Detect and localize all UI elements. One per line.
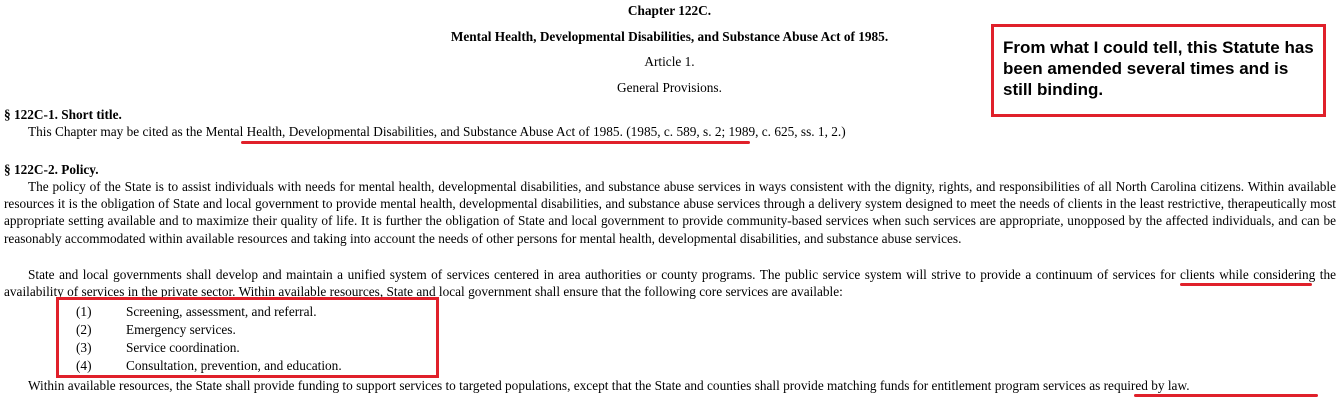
act-name-highlight: Mental Health, Developmental Disabilities, and Substance Abuse Act of 1985.: [205, 124, 623, 139]
section-2-heading: § 122C-2. Policy.: [4, 162, 99, 177]
policy-paragraph-1-text: The policy of the State is to assist individuals with needs for mental health, developmental disabilities, and substance abuse services in ways consistent with the dignity, rights, and responsibilities of all North Carolina citizens. Within available resources it is the obligation of State and local government to provide mental health, developmental disabilities, and substance abuse services through a delivery system designed to meet the needs of clients in the least restrictive, therapeutically most appropriate setting available and to maximize their quality of life. It is further the obligation of State and local government to provide community-based services when such services are appropriate, unopposed by the affected individuals, and can be reasonably accommodated within available resources and taking into account the needs of other persons for mental health, developmental disabilities, and substance abuse services.: [4, 179, 1336, 246]
core-service-item: (4) Consultation, prevention, and education.: [76, 358, 342, 373]
underline-act-name: [241, 141, 750, 144]
policy-paragraph-3: [4, 377, 1336, 394]
para2-lead: State and local governments shall develop and maintain a unified system of services centered in area authorities or county programs. The public service system will strive to: [28, 267, 981, 282]
chapter-title: Chapter 122C.: [627, 3, 712, 18]
para2-tail: of services for clients while considering the availability of services in the private sector. Within available resources, State and local government shall ensure that the following core services are available:: [4, 267, 1336, 300]
underline-provide-continuum: [1180, 283, 1312, 286]
policy-paragraph-2: [4, 266, 1336, 300]
entitlement-highlight: entitlement program services: [931, 378, 1086, 393]
annotation-callout: From what I could tell, this Statute has been amended several times and is still binding.: [991, 24, 1326, 117]
core-service-item: (2) Emergency services.: [76, 322, 236, 337]
section-1-text: [28, 124, 846, 140]
para3-tail: as required by law.: [1085, 378, 1190, 393]
underline-entitlement-services: [1134, 394, 1318, 397]
article-name: General Provisions.: [617, 80, 722, 95]
para3-lead: Within available resources, the State shall provide funding to support services to targeted populations, except that the State and counties shall provide matching funds for: [28, 378, 932, 393]
section-1-heading: § 122C-1. Short title.: [4, 107, 122, 122]
section-1-citation: (1985, c. 589, s. 2; 1989, c. 625, ss. 1, 2.): [622, 124, 846, 139]
core-service-item: (1) Screening, assessment, and referral.: [76, 304, 317, 319]
short-title-lead: This Chapter may be cited as the: [28, 124, 206, 139]
core-service-item: (3) Service coordination.: [76, 340, 240, 355]
provide-continuum-highlight: provide a continuum: [980, 267, 1093, 282]
act-title: Mental Health, Developmental Disabilities, and Substance Abuse Act of 1985.: [450, 29, 889, 44]
article-number: Article 1.: [644, 54, 695, 69]
policy-paragraph-1: [4, 178, 1336, 247]
